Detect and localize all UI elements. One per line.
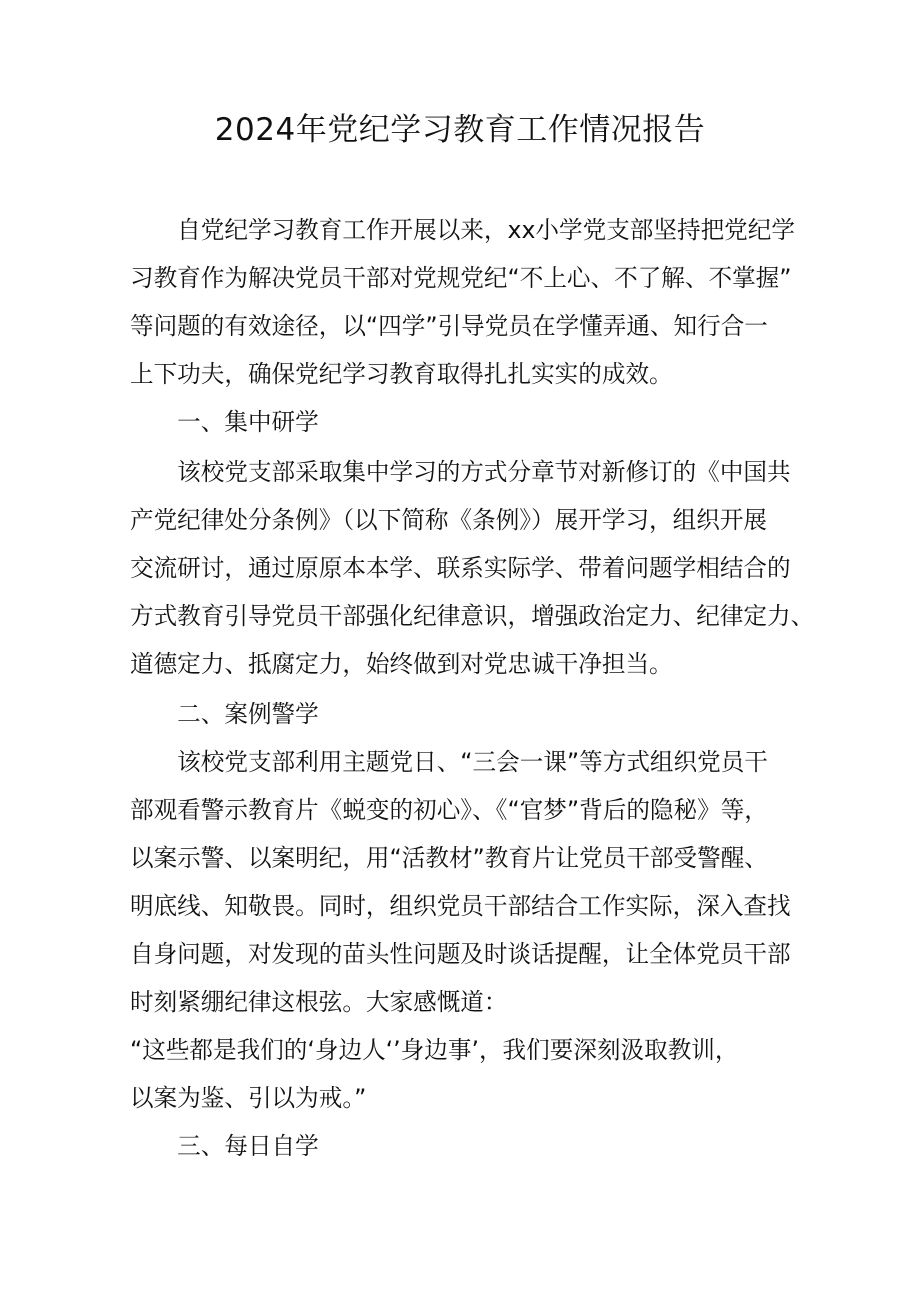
body-line: 习教育作为解决党员干部对党规党纪“不上心、不了解、不掌握” xyxy=(130,264,792,292)
body-line: 时刻紧绷纪律这根弦。大家感慨道： xyxy=(130,988,508,1016)
body-line: 上下功夫，确保党纪学习教育取得扎扎实实的成效。 xyxy=(130,360,673,388)
section-heading: 三、每日自学 xyxy=(130,1132,319,1160)
section-heading: 一、集中研学 xyxy=(130,408,319,436)
body-line: 道德定力、抵腐定力，始终做到对党忠诚干净担当。 xyxy=(130,650,673,678)
body-line: 产党纪律处分条例》（以下简称《条例》）展开学习，组织开展 xyxy=(130,506,768,534)
body-line: 该校党支部采取集中学习的方式分章节对新修订的《中国共 xyxy=(130,458,791,486)
body-line: 以案示警、以案明纪，用“活教材”教育片让党员干部受警醒、 xyxy=(130,844,768,872)
body-line: 自党纪学习教育工作开展以来，xx小学党支部坚持把党纪学 xyxy=(130,216,795,244)
body-line: 该校党支部利用主题党日、“三会一课”等方式组织党员干 xyxy=(130,748,768,776)
body-line: 方式教育引导党员干部强化纪律意识，增强政治定力、纪律定力、 xyxy=(130,602,815,630)
section-heading: 二、案例警学 xyxy=(130,700,319,728)
body-line: 部观看警示教育片《蜕变的初心》、《“官梦”背后的隐秘》等， xyxy=(130,796,768,824)
document-title: 2024年党纪学习教育工作情况报告 xyxy=(214,112,706,148)
body-line: “这些都是我们的‘身边人‘’身边事’，我们要深刻汲取教训， xyxy=(130,1036,739,1064)
body-line: 交流研讨，通过原原本本学、联系实际学、带着问题学相结合的 xyxy=(130,554,791,582)
body-line: 等问题的有效途径，以“四学”引导党员在学懂弄通、知行合一 xyxy=(130,312,768,340)
body-line: 自身问题，对发现的苗头性问题及时谈话提醒，让全体党员干部 xyxy=(130,940,791,968)
body-line: 以案为鉴、引以为戒。” xyxy=(130,1084,367,1112)
body-line: 明底线、知敬畏。同时，组织党员干部结合工作实际，深入查找 xyxy=(130,892,791,920)
